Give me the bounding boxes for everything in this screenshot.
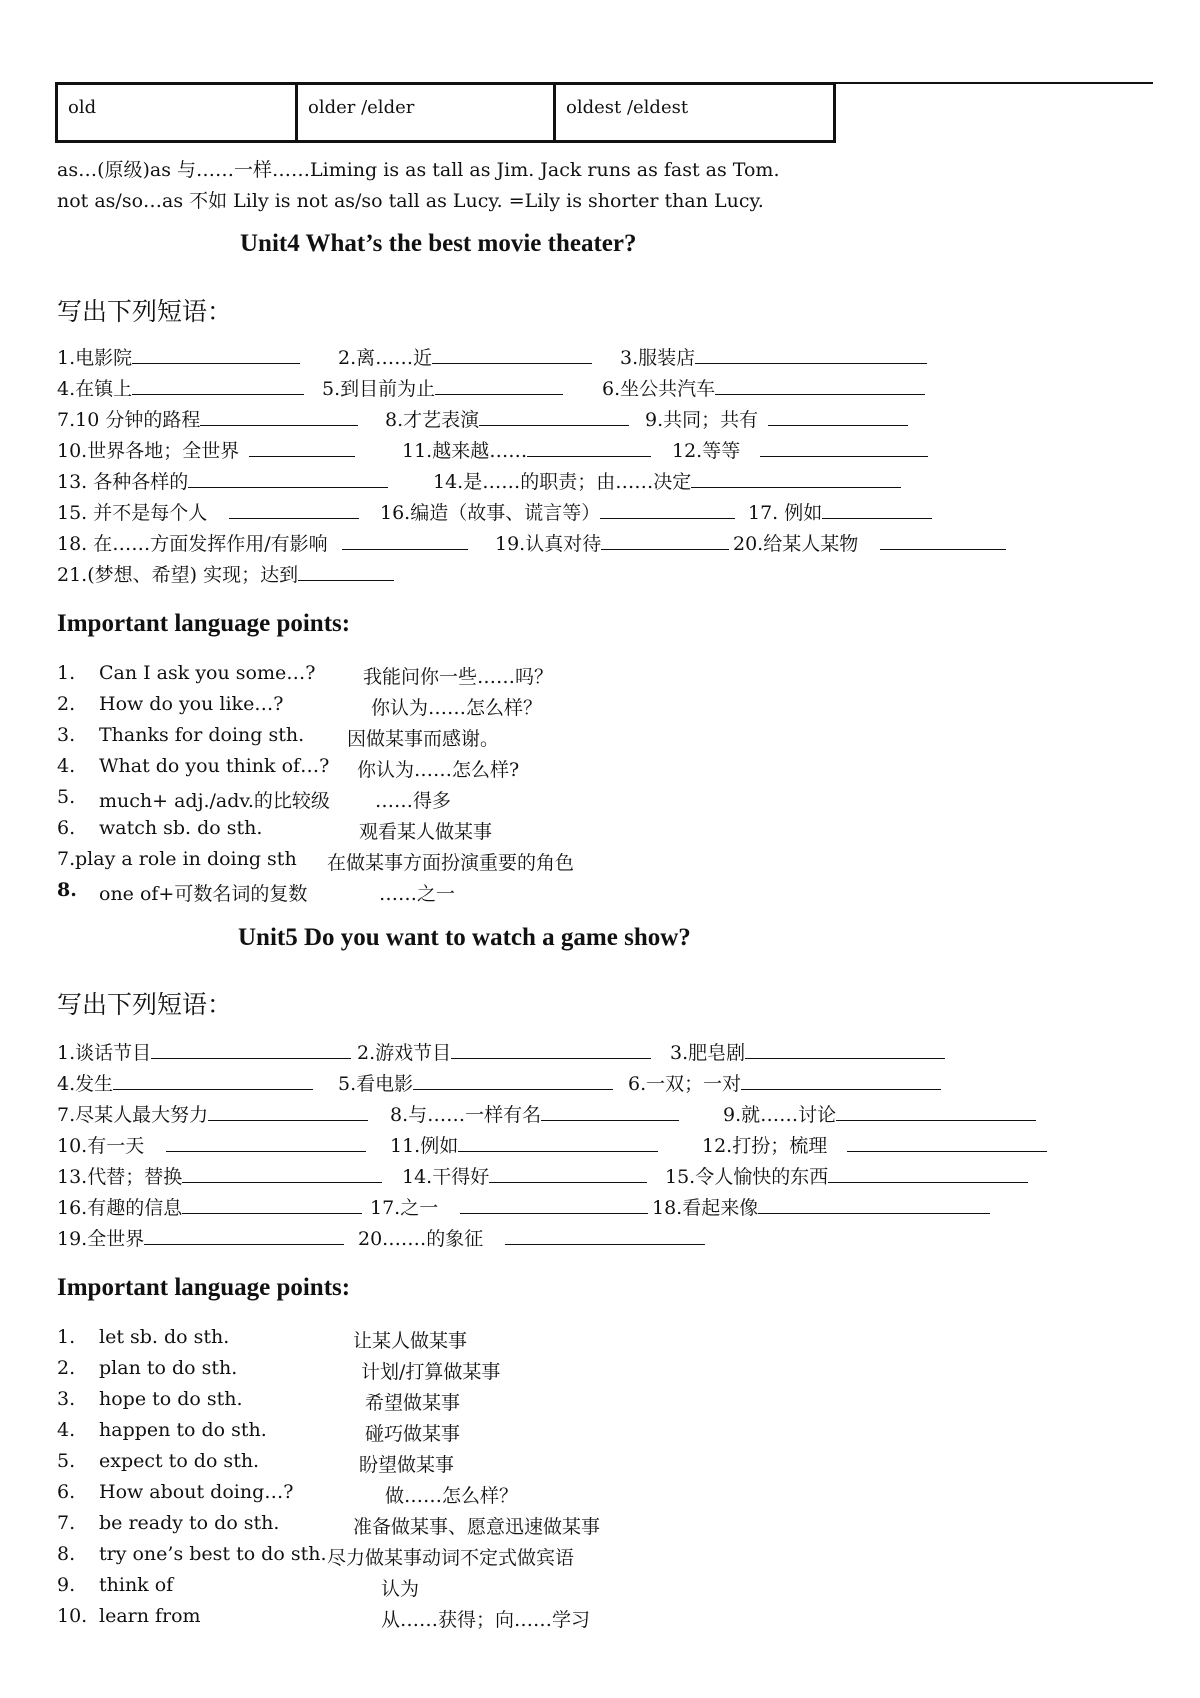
answer-blank[interactable]	[144, 1226, 344, 1245]
answer-blank[interactable]	[715, 376, 925, 395]
phrase-item: 7.尽某人最大努力	[57, 1100, 368, 1127]
answer-blank[interactable]	[460, 1195, 648, 1214]
answer-blank[interactable]	[413, 1071, 613, 1090]
phrase-item: 20.……的象征	[358, 1224, 705, 1251]
answer-blank[interactable]	[768, 407, 908, 426]
answer-blank[interactable]	[182, 1195, 362, 1214]
answer-blank[interactable]	[847, 1133, 1047, 1152]
phrase-item: 11.越来越……	[402, 436, 651, 463]
phrase-item: 5.看电影	[338, 1069, 613, 1096]
answer-blank[interactable]	[166, 1133, 366, 1152]
answer-blank[interactable]	[208, 1102, 368, 1121]
phrase-item: 14.是……的职责；由……决定	[433, 467, 901, 494]
phrase-item: 21.(梦想、希望) 实现；达到	[57, 560, 394, 587]
phrase-item: 14.干得好	[402, 1162, 647, 1189]
answer-blank[interactable]	[541, 1102, 679, 1121]
answer-blank[interactable]	[229, 500, 359, 519]
comparison-table	[55, 82, 836, 143]
phrase-item: 4.发生	[57, 1069, 313, 1096]
answer-blank[interactable]	[298, 562, 394, 581]
phrase-item: 12.打扮；梳理	[702, 1131, 1047, 1158]
phrase-item: 9.就……讨论	[723, 1100, 1036, 1127]
phrase-item: 5.到目前为止	[322, 374, 563, 401]
phrase-item: 8.与……一样有名	[390, 1100, 679, 1127]
phrase-item: 16.编造（故事、谎言等）	[380, 498, 735, 525]
answer-blank[interactable]	[527, 438, 651, 457]
phrase-item: 1.谈话节目	[57, 1038, 351, 1065]
answer-blank[interactable]	[151, 1040, 351, 1059]
phrase-item: 13. 各种各样的	[57, 467, 388, 494]
phrase-item: 11.例如	[390, 1131, 658, 1158]
answer-blank[interactable]	[741, 1071, 941, 1090]
answer-blank[interactable]	[113, 1071, 313, 1090]
answer-blank[interactable]	[249, 438, 355, 457]
answer-blank[interactable]	[435, 376, 563, 395]
section-heading: Important language points:	[57, 610, 351, 637]
unit-title: Unit5 Do you want to watch a game show?	[238, 924, 691, 951]
phrase-item: 3.肥皂剧	[670, 1038, 945, 1065]
phrase-item: 6.一双；一对	[628, 1069, 941, 1096]
answer-blank[interactable]	[828, 1164, 1028, 1183]
answer-blank[interactable]	[836, 1102, 1036, 1121]
phrase-item: 15. 并不是每个人	[57, 498, 359, 525]
phrase-item: 8.才艺表演	[385, 405, 629, 432]
phrase-item: 20.给某人某物	[733, 529, 1006, 556]
answer-blank[interactable]	[479, 407, 629, 426]
phrase-item: 13.代替；替换	[57, 1162, 382, 1189]
table-cell: oldest /eldest	[555, 84, 835, 142]
section-heading: 写出下列短语：	[57, 297, 233, 326]
phrase-item: 19.全世界	[57, 1224, 344, 1251]
answer-blank[interactable]	[132, 376, 304, 395]
phrase-item: 1.电影院	[57, 343, 300, 370]
answer-blank[interactable]	[695, 345, 927, 364]
answer-blank[interactable]	[132, 345, 300, 364]
answer-blank[interactable]	[188, 469, 388, 488]
phrase-item: 2.离……近	[338, 343, 592, 370]
unit-title: Unit4 What’s the best movie theater?	[240, 230, 637, 257]
answer-blank[interactable]	[200, 407, 358, 426]
phrase-item: 10.世界各地；全世界	[57, 436, 355, 463]
answer-blank[interactable]	[880, 531, 1006, 550]
answer-blank[interactable]	[458, 1133, 658, 1152]
answer-blank[interactable]	[601, 531, 729, 550]
phrase-item: 2.游戏节目	[357, 1038, 651, 1065]
answer-blank[interactable]	[489, 1164, 647, 1183]
answer-blank[interactable]	[451, 1040, 651, 1059]
answer-blank[interactable]	[745, 1040, 945, 1059]
answer-blank[interactable]	[505, 1226, 705, 1245]
phrase-item: 17. 例如	[748, 498, 932, 525]
phrase-item: 10.有一天	[57, 1131, 366, 1158]
phrase-item: 7.10 分钟的路程	[57, 405, 358, 432]
phrase-item: 16.有趣的信息	[57, 1193, 362, 1220]
section-heading: Important language points:	[57, 1274, 351, 1301]
table-cell: older /elder	[297, 84, 555, 142]
answer-blank[interactable]	[600, 500, 735, 519]
answer-blank[interactable]	[691, 469, 901, 488]
answer-blank[interactable]	[182, 1164, 382, 1183]
top-rule	[833, 82, 1153, 84]
table-cell: old	[57, 84, 297, 142]
phrase-item: 17.之一	[370, 1193, 648, 1220]
phrase-item: 18. 在……方面发挥作用/有影响	[57, 529, 468, 556]
phrase-item: 4.在镇上	[57, 374, 304, 401]
answer-blank[interactable]	[432, 345, 592, 364]
answer-blank[interactable]	[760, 438, 928, 457]
phrase-item: 9.共同；共有	[645, 405, 908, 432]
phrase-item: 3.服装店	[620, 343, 927, 370]
phrase-item: 15.令人愉快的东西	[665, 1162, 1028, 1189]
phrase-item: 12.等等	[672, 436, 928, 463]
section-heading: 写出下列短语：	[57, 990, 233, 1019]
grammar-line: as…(原级)as 与……一样……Liming is as tall as Jim. Jack runs as fast as Tom.	[57, 159, 780, 181]
answer-blank[interactable]	[822, 500, 932, 519]
answer-blank[interactable]	[342, 531, 468, 550]
grammar-line: not as/so…as 不如 Lily is not as/so tall as Lucy. =Lily is shorter than Lucy.	[57, 190, 764, 212]
phrase-item: 6.坐公共汽车	[602, 374, 925, 401]
phrase-item: 19.认真对待	[495, 529, 729, 556]
phrase-item: 18.看起来像	[652, 1193, 990, 1220]
table-row	[57, 84, 835, 142]
answer-blank[interactable]	[758, 1195, 990, 1214]
